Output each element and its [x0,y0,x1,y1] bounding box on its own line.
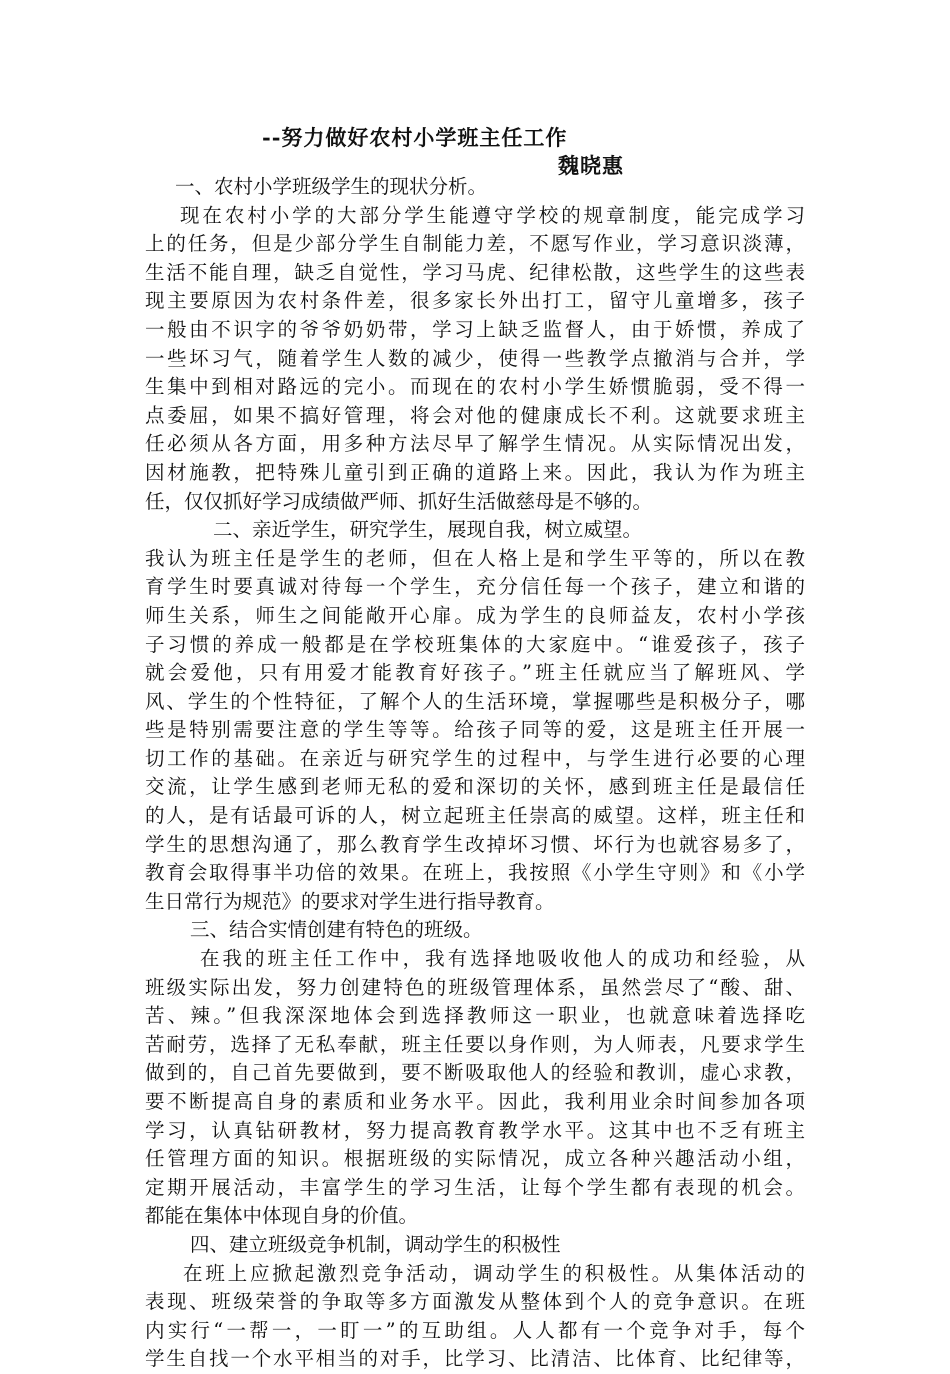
text-line: 师生关系，师生之间能敞开心扉。成为学生的良师益友，农村小学孩 [145,603,805,627]
text-line: 教育会取得事半功倍的效果。在班上，我按照《小学生守则》和《小学 [145,861,805,885]
text-line: 现在农村小学的大部分学生能遵守学校的规章制度，能完成学习 [180,203,805,227]
text-line: 表现、班级荣誉的争取等多方面激发从整体到个人的竞争意识。在班 [145,1290,805,1314]
text-line: 任，仅仅抓好学习成绩做严师、抓好生活做慈母是不够的。 [145,489,653,513]
text-line: 班级实际出发，努力创建特色的班级管理体系，虽然尝尽了“酸、甜、 [145,975,805,999]
text-line: 因材施教，把特殊儿童引到正确的道路上来。因此，我认为作为班主 [145,460,805,484]
text-line: 苦、辣。”但我深深地体会到选择教师这一职业，也就意味着选择吃 [145,1004,805,1028]
text-line: 一、农村小学班级学生的现状分析。 [175,175,488,198]
text-line: 些是特别需要注意的学生等等。给孩子同等的爱，这是班主任开展一 [145,718,805,742]
text-line: 学生自找一个水平相当的对手，比学习、比清洁、比体育、比纪律等， [145,1347,805,1371]
text-line: 风、学生的个性特征，了解个人的生活环境，掌握哪些是积极分子，哪 [145,689,805,713]
text-line: 就会爱他，只有用爱才能教育好孩子。”班主任就应当了解班风、学 [145,661,805,685]
text-line: 交流，让学生感到老师无私的爱和深切的关怀，感到班主任是最信任 [145,775,805,799]
text-line: 我认为班主任是学生的老师，但在人格上是和学生平等的，所以在教 [145,546,805,570]
text-line: 都能在集体中体现自身的价值。 [145,1204,419,1228]
text-line: 生日常行为规范》的要求对学生进行指导教育。 [145,889,555,913]
text-line: 上的任务，但是少部分学生自制能力差，不愿写作业，学习意识淡薄， [145,232,805,256]
document-body [145,173,805,1374]
text-line: 定期开展活动，丰富学生的学习生活，让每个学生都有表现的机会。 [145,1175,805,1199]
text-line: 任管理方面的知识。根据班级的实际情况，成立各种兴趣活动小组， [145,1147,805,1171]
text-line: 生集中到相对路远的完小。而现在的农村小学生娇惯脆弱，受不得一 [145,375,805,399]
text-line: 点委屈，如果不搞好管理，将会对他的健康成长不利。这就要求班主 [145,403,805,427]
text-line: 育学生时要真诚对待每一个学生，充分信任每一个孩子，建立和谐的 [145,575,805,599]
text-line: 子习惯的养成一般都是在学校班集体的大家庭中。“谁爱孩子，孩子 [145,632,805,656]
text-line: 一些坏习气，随着学生人数的减少，使得一些教学点撤消与合并，学 [145,346,805,370]
text-line: 做到的，自己首先要做到，要不断吸取他人的经验和教训，虚心求教， [145,1061,805,1085]
text-line: 四、建立班级竞争机制，调动学生的积极性 [190,1232,561,1256]
author-name: 魏晓惠 [558,153,624,178]
text-line: 二、亲近学生，研究学生，展现自我，树立威望。 [213,518,643,542]
text-line: 苦耐劳，选择了无私奉献，班主任要以身作则，为人师表，凡要求学生 [145,1032,805,1056]
text-line: 学生的思想沟通了，那么教育学生改掉坏习惯、坏行为也就容易多了， [145,832,805,856]
document-title: --努力做好农村小学班主任工作 [262,125,568,150]
text-line: 在我的班主任工作中，我有选择地吸收他人的成功和经验，从 [200,947,805,971]
text-line: 生活不能自理，缺乏自觉性，学习马虎、纪律松散，这些学生的这些表 [145,260,805,284]
text-line: 三、结合实情创建有特色的班级。 [190,918,483,942]
text-line: 任必须从各方面，用多种方法尽早了解学生情况。从实际情况出发， [145,432,805,456]
text-line: 切工作的基础。在亲近与研究学生的过程中，与学生进行必要的心理 [145,746,805,770]
text-line: 学习，认真钻研教材，努力提高教育教学水平。这其中也不乏有班主 [145,1118,805,1142]
text-line: 在班上应掀起激烈竞争活动，调动学生的积极性。从集体活动的 [183,1261,805,1285]
text-line: 的人，是有话最可诉的人，树立起班主任崇高的威望。这样，班主任和 [145,804,805,828]
text-line: 要不断提高自身的素质和业务水平。因此，我利用业余时间参加各项 [145,1090,805,1113]
text-line: 一般由不识字的爷爷奶奶带，学习上缺乏监督人，由于娇惯，养成了 [145,317,805,341]
text-line: 现主要原因为农村条件差，很多家长外出打工，留守儿童增多，孩子 [145,289,805,313]
text-line: 内实行“一帮一，一盯一”的互助组。人人都有一个竞争对手，每个 [145,1318,805,1342]
